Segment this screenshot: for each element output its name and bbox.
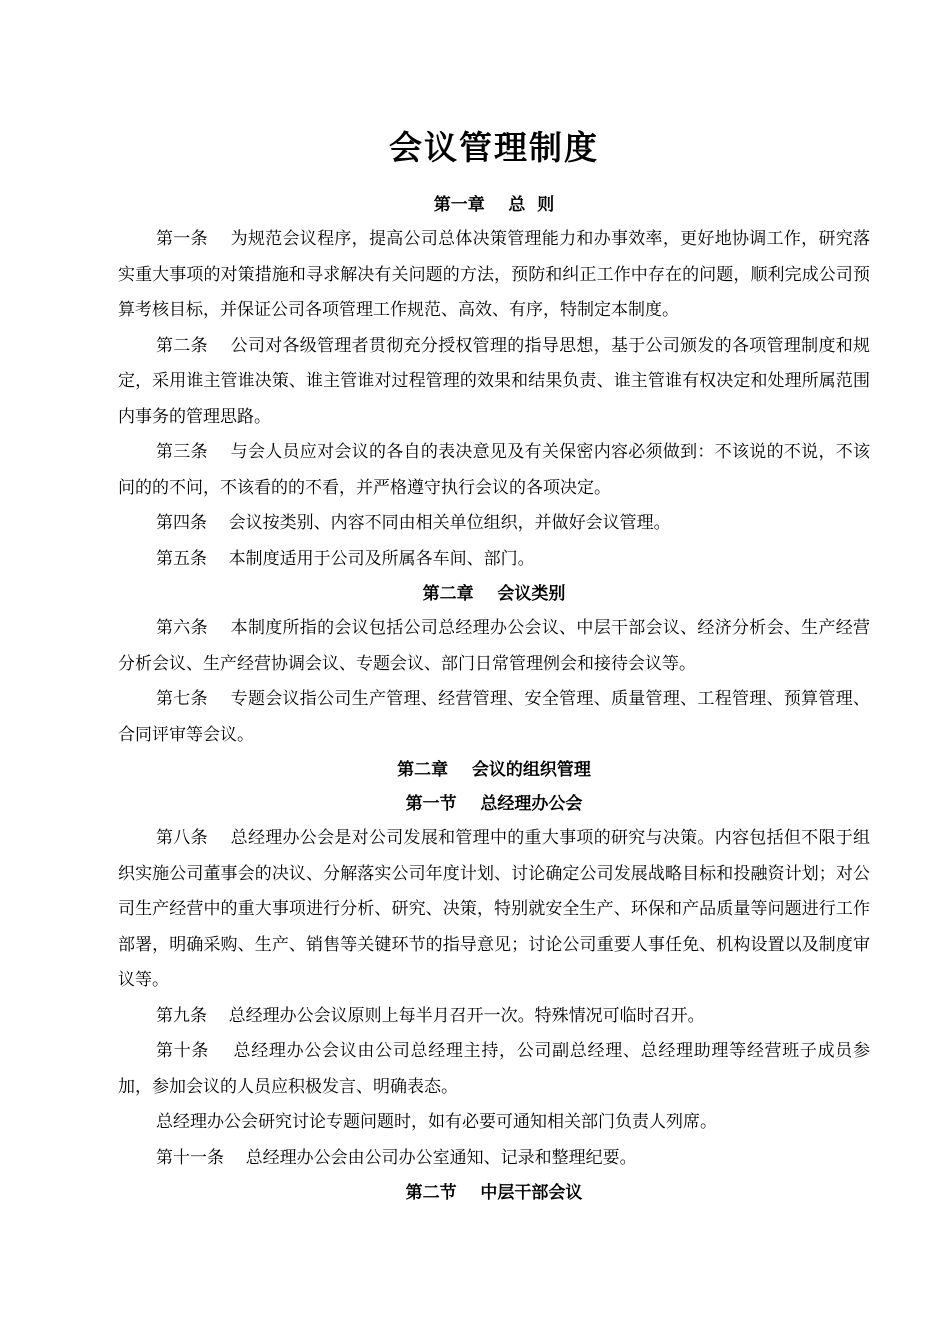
article-text: 总经理办公会议由公司总经理主持，公司副总经理、总经理助理等经营班子成员参加，参加会议的人员应积极发言、明确表态。 (118, 1041, 871, 1097)
article-paragraph (118, 999, 870, 1035)
article-number: 第十条 (156, 1041, 210, 1061)
article-text: 总经理办公会研究讨论专题问题时，如有必要可通知相关部门负责人列席。 (156, 1112, 717, 1132)
article-paragraph (118, 611, 870, 682)
article-number: 第四条 (156, 513, 207, 533)
article-number: 第一条 (156, 229, 208, 249)
article-paragraph (118, 222, 870, 329)
article-text: 本制度适用于公司及所属各车间、部门。 (228, 548, 535, 569)
article-paragraph (118, 821, 870, 999)
article-paragraph (118, 1105, 870, 1141)
article-text: 总经理办公会议原则上每半月召开一次。特殊情况可临时召开。 (228, 1005, 705, 1026)
article-paragraph (118, 506, 870, 542)
document-page (118, 120, 870, 1210)
section-heading: 第二节 中层干部会议 (405, 1183, 583, 1203)
section-heading: 第二章 会议的组织管理 (397, 760, 591, 780)
article-paragraph (118, 542, 870, 578)
section-heading: 第一章 总 则 (433, 195, 555, 215)
document-title: 会议管理制度 (389, 128, 599, 167)
article-number: 第九条 (156, 1005, 207, 1026)
article-text: 专题会议指公司生产管理、经营管理、安全管理、质量管理、工程管理、预算管理、合同评审等会议。 (118, 689, 871, 745)
article-text: 公司对各级管理者贯彻充分授权管理的指导思想，基于公司颁发的各项管理制度和规定，采用谁主管谁决策、谁主管谁对过程管理的效果和结果负责、谁主管谁有权决定和处理所属范围内事务的管理思路。 (118, 335, 871, 427)
article-text: 总经理办公会是对公司发展和管理中的重大事项的研究与决策。内容包括但不限于组织实施公司董事会的决议、分解落实公司年度计划、讨论确定公司发展战略目标和投融资计划；对公司生产经营中的重大事项进行分析、研究、决策，特别就安全生产、环保和产品质量等问题进行工作部署，明确采购、生产、销售等关键环节的指导意见；讨论公司重要人事任免、机构设置以及制度审议等。 (118, 828, 871, 990)
article-paragraph (118, 435, 870, 506)
article-text: 与会人员应对会议的各自的表决意见及有关保密内容必须做到：不该说的不说，不该问的的不问，不该看的的不看，并严格遵守执行会议的各项决定。 (118, 442, 871, 498)
section-heading: 第一节 总经理办公会 (405, 794, 583, 814)
article-number: 第八条 (156, 828, 208, 848)
article-number: 第七条 (156, 689, 208, 709)
article-number: 第十一条 (156, 1147, 224, 1168)
article-text: 总经理办公会由公司办公室通知、记录和整理纪要。 (245, 1147, 637, 1168)
article-paragraph (118, 1034, 870, 1105)
article-text: 本制度所指的会议包括公司总经理办公会议、中层干部会议、经济分析会、生产经营分析会议、生产经营协调会议、专题会议、部门日常管理例会和接待会议等。 (118, 618, 871, 674)
article-number: 第三条 (156, 442, 208, 462)
article-paragraph (118, 1141, 870, 1177)
article-paragraph (118, 682, 870, 753)
article-number: 第五条 (156, 548, 207, 569)
article-number: 第六条 (156, 618, 208, 638)
article-number: 第二条 (156, 335, 208, 356)
document-body (118, 188, 870, 1210)
article-paragraph (118, 329, 870, 436)
article-text: 会议按类别、内容不同由相关单位组织，并做好会议管理。 (228, 513, 671, 533)
section-heading: 第二章 会议类别 (422, 584, 566, 604)
article-text: 为规范会议程序，提高公司总体决策管理能力和办事效率，更好地协调工作，研究落实重大事项的对策措施和寻求解决有关问题的方法，预防和纠正工作中存在的问题，顺利完成公司预算考核目标，并保证公司各项管理工作规范、高效、有序，特制定本制度。 (118, 229, 871, 320)
